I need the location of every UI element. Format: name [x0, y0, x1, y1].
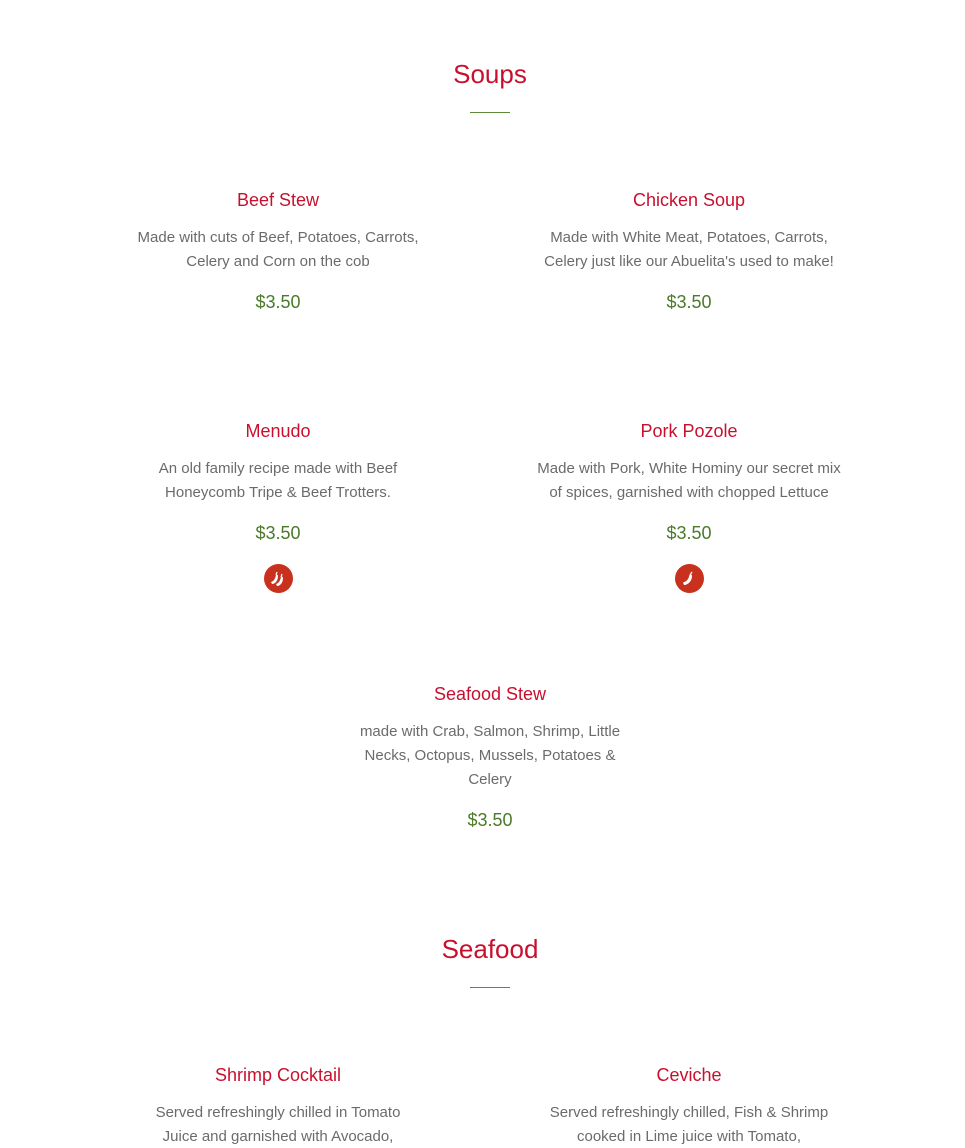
chili-pepper-icon — [675, 564, 704, 593]
menu-item-price: $3.50 — [255, 523, 301, 543]
menu-item-description: Served refreshingly chilled, Fish & Shrimp cooked in Lime juice with Tomato, — [549, 1104, 829, 1145]
menu-item-name: Beef Stew — [236, 190, 320, 210]
menu-item-seafood-stew — [345, 683, 635, 831]
menu-item-price: $3.50 — [467, 810, 513, 830]
menu-item-price: $3.50 — [666, 292, 712, 312]
menu-item-name: Pork Pozole — [640, 421, 738, 441]
menu-item-description: made with Crab, Salmon, Shrimp, Little Necks, Octopus, Mussels, Potatoes & Celery — [359, 723, 621, 788]
menu-item-chicken-soup — [534, 189, 844, 313]
section-title-seafood: Seafood — [441, 934, 539, 964]
double-chili-pepper-icon — [264, 564, 293, 593]
menu-item-shrimp-cocktail — [138, 1064, 418, 1148]
menu-item-price: $3.50 — [666, 523, 712, 543]
menu-item-name: Chicken Soup — [632, 190, 746, 210]
menu-item-name: Menudo — [245, 421, 311, 441]
menu-item-name: Seafood Stew — [433, 684, 547, 704]
menu-item-description: An old family recipe made with Beef Honeycomb Tripe & Beef Trotters. — [158, 460, 398, 501]
menu-item-ceviche — [534, 1064, 844, 1148]
menu-item-name: Ceviche — [656, 1065, 722, 1085]
menu-item-menudo — [138, 420, 418, 593]
section-title-soups: Soups — [453, 59, 527, 89]
menu-item-pork-pozole — [534, 420, 844, 593]
menu-item-name: Shrimp Cocktail — [214, 1065, 342, 1085]
menu-item-price: $3.50 — [255, 292, 301, 312]
section-divider — [470, 987, 510, 988]
menu-item-description: Made with White Meat, Potatoes, Carrots, Celery just like our Abuelita's used to make! — [544, 229, 834, 270]
menu-item-description: Served refreshingly chilled in Tomato Juice and garnished with Avocado, — [155, 1104, 401, 1145]
menu-item-beef-stew — [123, 189, 433, 313]
menu-item-description: Made with Pork, White Hominy our secret mix of spices, garnished with chopped Lettuce — [537, 460, 841, 501]
section-divider — [470, 112, 510, 113]
menu-item-description: Made with cuts of Beef, Potatoes, Carrots, Celery and Corn on the cob — [137, 229, 419, 270]
